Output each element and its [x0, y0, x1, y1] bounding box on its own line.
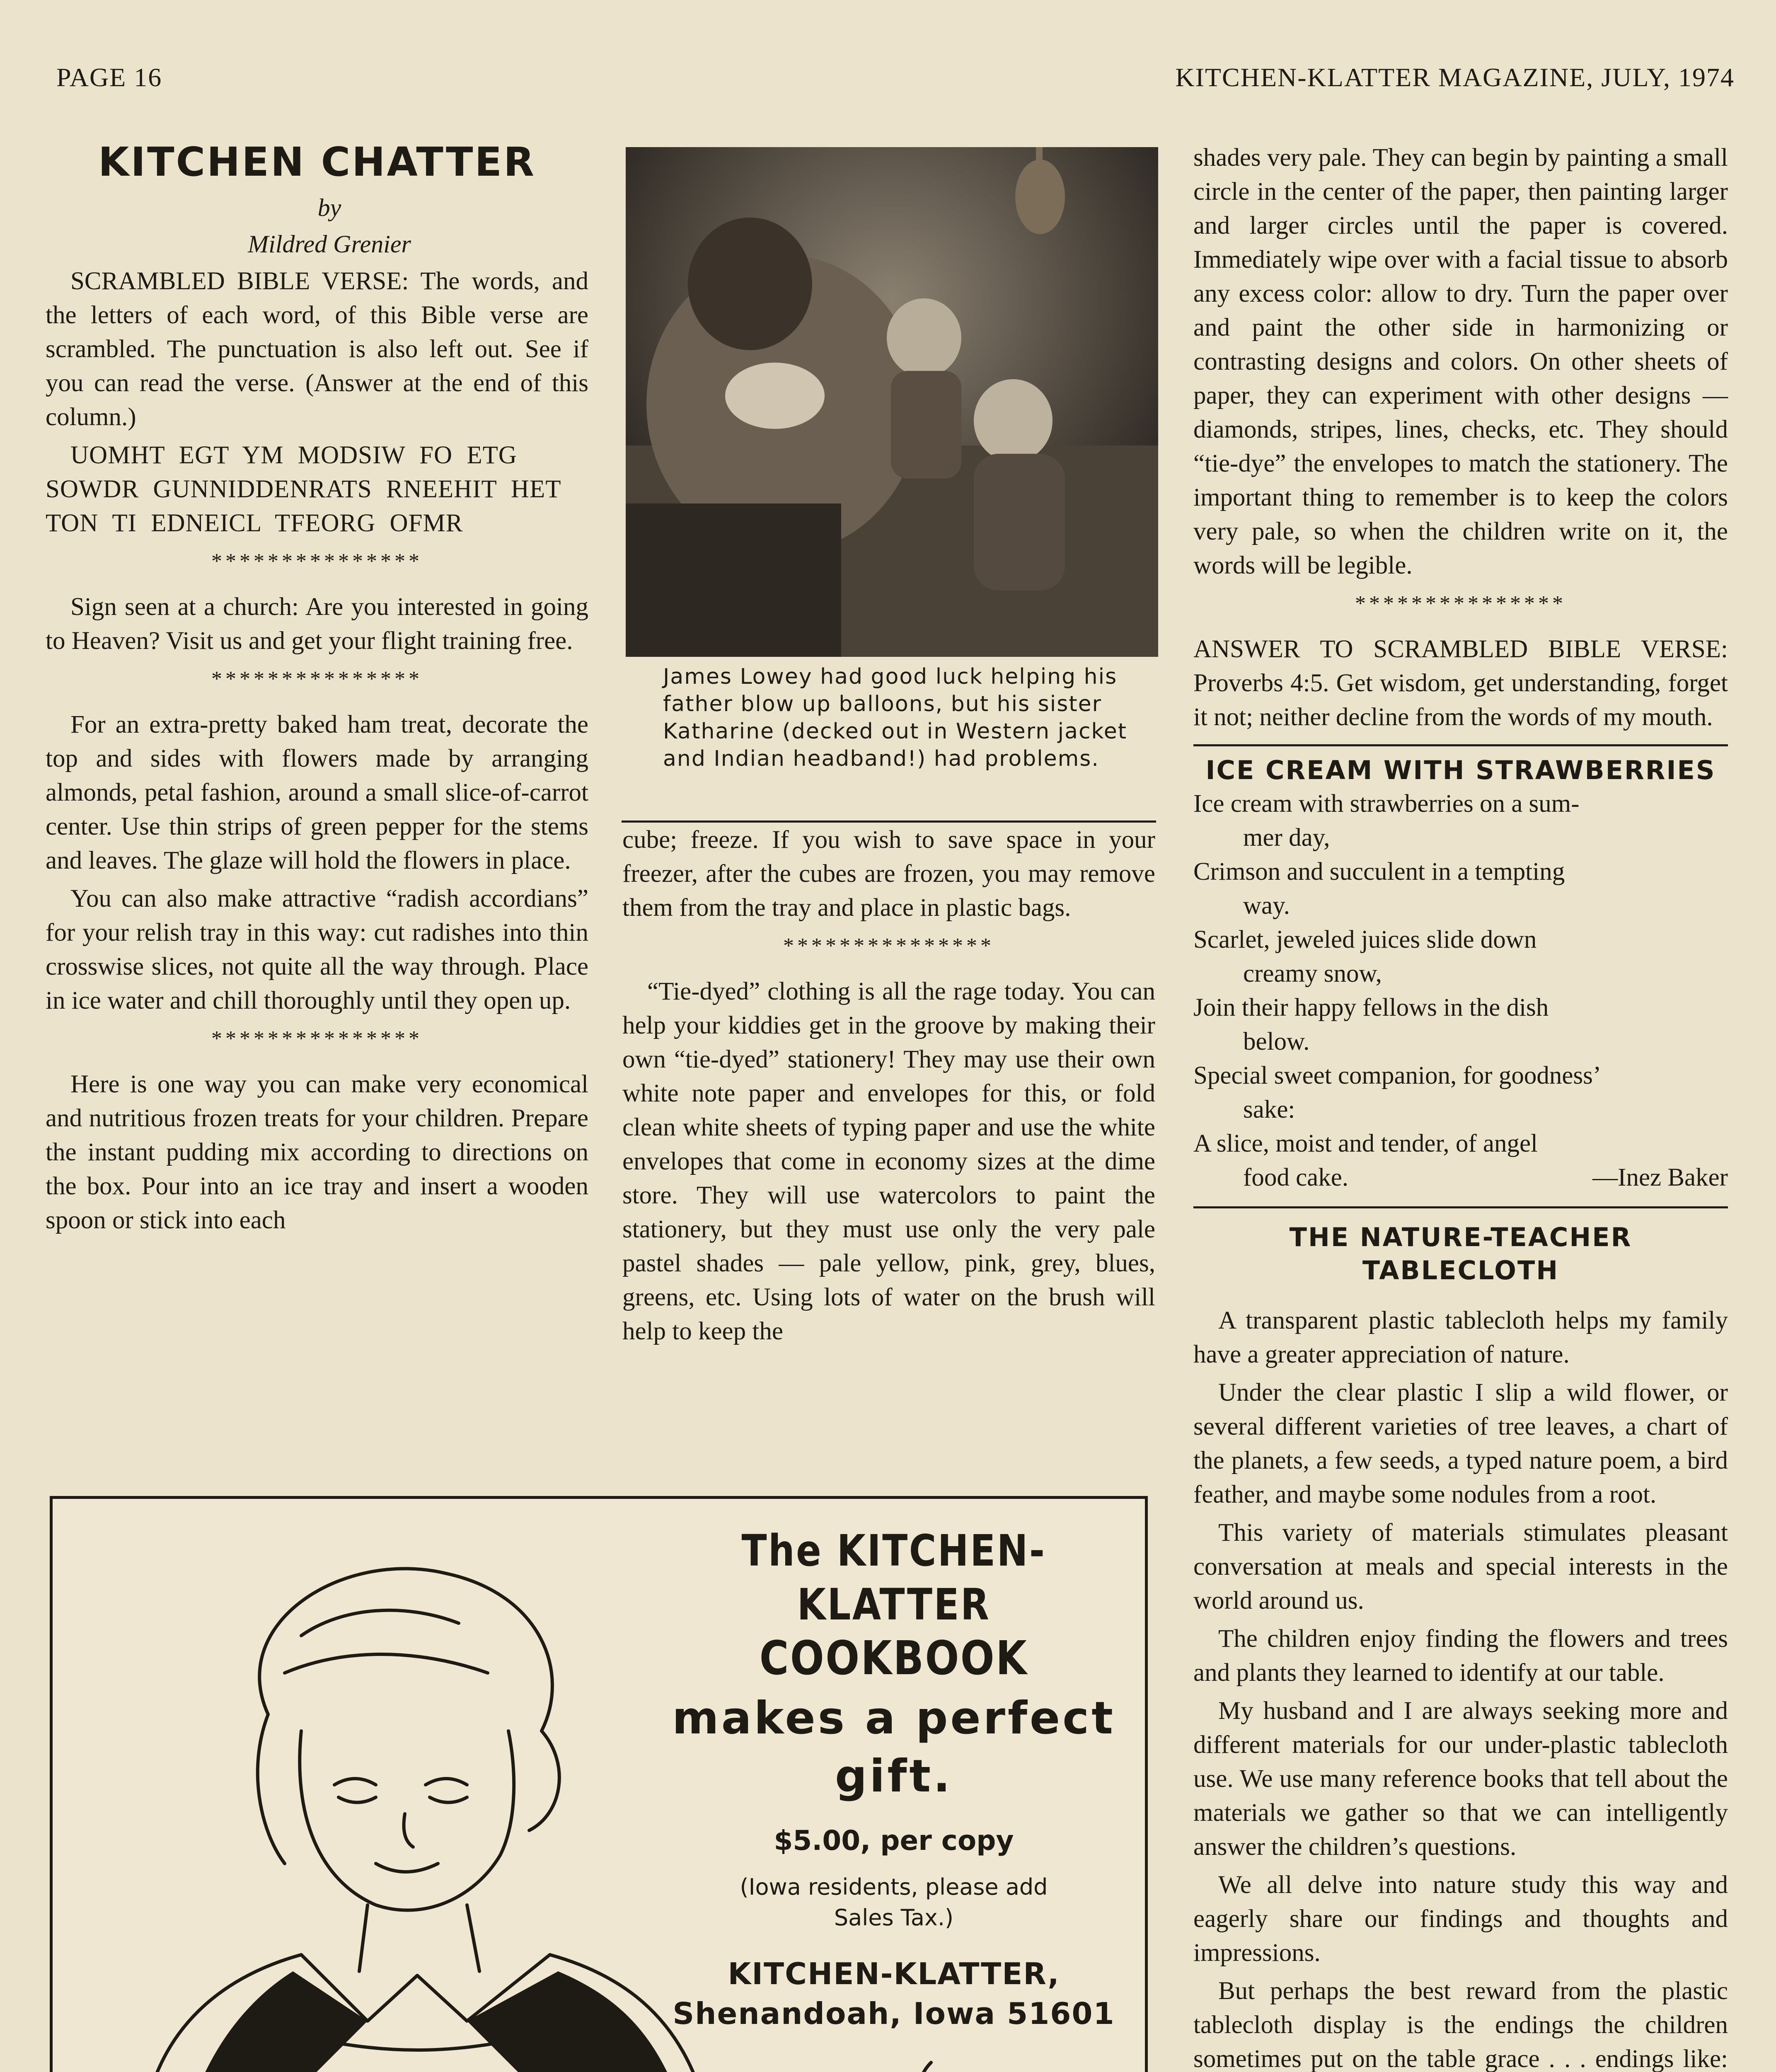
- paragraph-freeze: cube; freeze. If you wish to save space in your freezer, after the cubes are frozen, you may remove them from the tray and place in plastic bags.: [622, 826, 1155, 922]
- photo-children-balloons: [626, 147, 1158, 657]
- paragraph-tie-dye-cont: shades very pale. They can begin by painting a small circle in the center of the paper, then painting larger and larger circles until the paper is covered. Immediately wipe over with a facial tissue to absorb any excess color: allow to dry. Turn the paper over and paint the other side in harmonizing or contrasting designs and colors. On other sheets of paper, they can experiment with other designs — diamonds, stripes, lines, checks, etc. They should “tie-dye” the envelopes to match the stationery. The important thing to remember is to keep the colors very pale, so when the children write on it, the words will be legible.: [1193, 144, 1728, 579]
- separator-stars: ***************: [1355, 592, 1566, 615]
- paragraph-scrambled-intro: SCRAMBLED BIBLE VERSE: The words, and the letters of each word, of this Bible verse are scrambled. The punctuation is also left out. See if you can read the verse. (Answer at the end of this column.): [46, 267, 588, 431]
- paragraph-church-sign: Sign seen at a church: Are you interested in going to Heaven? Visit us and get your flight training free.: [46, 593, 588, 655]
- ad-tagline: makes a perfect gift.: [672, 1692, 1115, 1802]
- poem-line: A slice, moist and tender, of angel: [1193, 1130, 1538, 1157]
- paragraph-ham-treat: For an extra-pretty baked ham treat, decorate the top and sides with flowers made by arranging almonds, petal fashion, around a small slice-of-carrot center. Use thin strips of green pepper for the stems and leaves. The glaze will hold the flowers in place.: [46, 711, 588, 874]
- paragraph-nature-4: The children enjoy finding the flowers and trees and plants they learned to identify at our table.: [1193, 1625, 1728, 1687]
- poem-line: Join their happy fellows in the dish: [1193, 994, 1549, 1021]
- poem-line: Crimson and succulent in a tempting: [1193, 858, 1565, 886]
- ad-tax-note: (Iowa residents, please add: [740, 1874, 1048, 1900]
- ad-heading-cookbook: COOKBOOK: [759, 1631, 1028, 1685]
- separator-stars: ***************: [211, 549, 423, 573]
- byline-author: Mildred Grenier: [248, 230, 411, 258]
- paragraph-nature-6: We all delve into nature study this way and eagerly share our findings and thoughts and impressions.: [1193, 1871, 1728, 1967]
- paragraph-nature-7: But perhaps the best reward from the plastic tablecloth display is the endings the children sometimes put on the table grace . . . endings like:: [1193, 1977, 1728, 2072]
- paragraph-radish: You can also make attractive “radish accordians” for your relish tray in this way: cut radishes into thin crosswise slices, not quite all the way through. Place in ice water and chill thoroughly until they open up.: [46, 885, 588, 1014]
- magazine-header: KITCHEN-KLATTER MAGAZINE, JULY, 1974: [1175, 63, 1735, 92]
- divider: [1193, 744, 1728, 746]
- paragraph-nature-2: Under the clear plastic I slip a wild flower, or several different varieties of tree leaves, a chart of the planets, a few seeds, a typed nature poem, a bird feather, and maybe some nodules from a root.: [1193, 1379, 1728, 1508]
- scrambled-verse: UOMHT EGT YM MODSIW FO ETG SOWDR GUNNIDDENRATS RNEEHIT HET TON TI EDNEICL TFEORG OFMR: [46, 441, 561, 537]
- poem-line: creamy snow,: [1243, 960, 1382, 988]
- poem-line: food cake.: [1243, 1164, 1349, 1191]
- poem-line: mer day,: [1243, 824, 1330, 852]
- separator-stars: ***************: [783, 934, 994, 958]
- poem-author: —Inez Baker: [1592, 1164, 1728, 1191]
- ad-price: $5.00, per copy: [774, 1825, 1014, 1857]
- poem-line: sake:: [1243, 1096, 1295, 1123]
- article-title: KITCHEN CHATTER: [98, 139, 536, 185]
- paragraph-frozen-treats: Here is one way you can make very economical and nutritious frozen treats for your children. Prepare the instant pudding mix according to directions on the box. Pour into an ice tray and insert a wooden spoon or stick into each: [46, 1070, 588, 1234]
- poem-body: [1193, 787, 1728, 1195]
- separator-stars: ***************: [211, 1027, 423, 1051]
- ad-address: Shenandoah, Iowa 51601: [673, 1996, 1115, 2031]
- cookbook-advertisement: [50, 1496, 1148, 2072]
- paragraph-nature-1: A transparent plastic tablecloth helps my family have a greater appreciation of nature.: [1193, 1307, 1728, 1368]
- page-number: PAGE 16: [56, 63, 162, 92]
- separator-stars: ***************: [211, 667, 423, 691]
- ad-heading: The KITCHEN-KLATTER: [741, 1525, 1046, 1630]
- paragraph-nature-5: My husband and I are always seeking more and different materials for our under-plastic tablecloth use. We use many reference books that tell about the materials we gather so that we can intelligently answer the children’s questions.: [1193, 1697, 1728, 1861]
- poem-line: way.: [1243, 892, 1290, 920]
- byline-by: by: [317, 194, 341, 221]
- paragraph-nature-3: This variety of materials stimulates pleasant conversation at meals and special interests in the world around us.: [1193, 1519, 1728, 1615]
- paragraph-answer: ANSWER TO SCRAMBLED BIBLE VERSE: Proverbs 4:5. Get wisdom, get understanding, forget it not; neither decline from the words of my mouth.: [1193, 635, 1728, 731]
- column-1: [46, 137, 588, 1242]
- poem-line: Ice cream with strawberries on a sum-: [1193, 790, 1580, 818]
- column-3: [1193, 141, 1728, 2072]
- paragraph-tie-dye: “Tie-dyed” clothing is all the rage today. You can help your kiddies get in the groove by making their own “tie-dyed” stationery! They may use their own white note paper and envelopes for this, or fold clean white sheets of typing paper and use the white envelopes that come in economy sizes at the dime store. They will use watercolors to paint the stationery, but they must use only the very pale pastel shades — pale yellow, pink, grey, blues, greens, etc. Using lots of water on the brush will help to keep the: [622, 978, 1155, 1345]
- ad-company: KITCHEN-KLATTER,: [728, 1956, 1060, 1991]
- ad-copy: [641, 1524, 1147, 2033]
- poem-line: Scarlet, jeweled juices slide down: [1193, 926, 1537, 954]
- photo-illustration: [626, 147, 1158, 657]
- poem-title: ICE CREAM WITH STRAWBERRIES: [1205, 755, 1716, 785]
- poem-line: below.: [1243, 1028, 1310, 1055]
- divider: [1193, 1206, 1728, 1208]
- column-2: [622, 812, 1155, 1353]
- poem-line: Special sweet companion, for goodness’: [1193, 1062, 1602, 1089]
- section-title-line2: TABLECLOTH: [1362, 1255, 1559, 1285]
- photo-caption: James Lowey had good luck helping his father blow up balloons, but his sister Katharine (decked out in Western jacket and Indian headband!) had problems.: [663, 664, 1128, 771]
- ad-tax-note: Sales Tax.): [834, 1905, 954, 1931]
- section-title-line1: THE NATURE-TEACHER: [1289, 1222, 1632, 1252]
